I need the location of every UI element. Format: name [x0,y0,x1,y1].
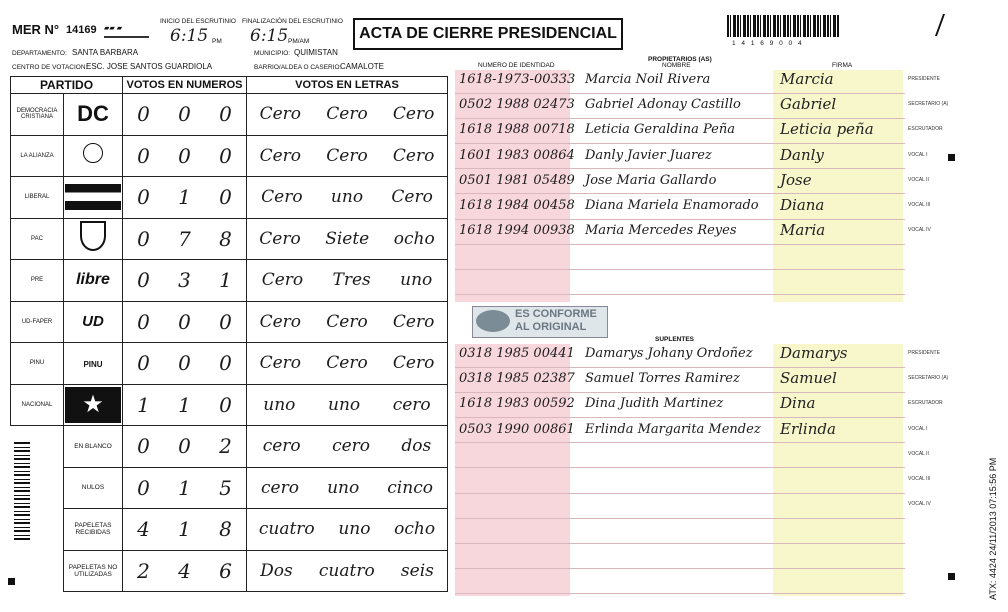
member-name: Erlinda Margarita Mendez [585,421,761,437]
votes-words-cell [247,509,448,551]
member-row [455,146,905,170]
party-logo [64,177,123,219]
member-row [455,420,905,444]
word: dos [401,436,432,457]
party-name: UD-FAPER [11,301,64,343]
member-signature: Diana [780,196,825,214]
word: uno [263,394,296,415]
member-row [455,221,905,245]
word: Cero [259,228,301,249]
word: Cero [259,353,302,374]
votes-words-cell [247,550,448,592]
digit: 0 [137,475,150,500]
digit: 0 [137,102,150,127]
member-row [455,470,905,494]
digit: 0 [137,185,150,210]
word: Cero [391,187,433,208]
table-row [11,94,448,136]
digit: 1 [178,475,191,500]
form-title: ACTA DE CIERRE PRESIDENCIAL [353,18,623,50]
member-signature: Jose [780,170,812,189]
table-row [11,550,448,592]
member-id: 1618 1988 00718 [459,122,575,138]
role-label: VOCAL II [908,176,929,183]
digit: 0 [219,309,232,334]
votes-number-cell [123,177,247,219]
corner-dot [8,578,15,585]
votes-words-cell [247,426,448,468]
word: Cero [261,270,304,291]
mer-number: 14169 [66,24,97,36]
votes-number-cell [123,343,247,385]
digit: 4 [137,517,150,542]
word: Tres [332,270,371,291]
word: uno [328,394,361,415]
party-logo [64,343,123,385]
word: cero [261,477,299,498]
word: Cero [392,353,435,374]
centro-value: ESC. JOSE SANTOS GUARDIOLA [86,62,213,71]
member-row [455,571,905,595]
party-logo-text: libre [76,271,110,289]
table-row [11,467,448,509]
barcode [727,15,839,37]
party-name: LA ALIANZA [11,135,64,177]
party-logo-text: PINU [83,360,103,370]
corner-dot [948,573,955,580]
party-logo [64,260,123,302]
digit: 2 [137,558,150,583]
municipio-value: QUIMISTAN [294,48,338,57]
votes-number-cell [123,301,247,343]
barcode-digits: 1 4 1 6 9 0 0 4 [732,40,804,47]
header-partido: PARTIDO [11,77,123,94]
member-name: Jose Maria Gallardo [585,172,717,188]
member-row [455,120,905,144]
role-label: ESCRUTADOR [908,126,943,133]
word: Cero [392,145,435,166]
member-row [455,445,905,469]
member-id: 1618-1973-00333 [459,72,576,87]
member-id: 1601 1983 00864 [459,147,575,163]
municipio-label: MUNICIPIO: [254,50,291,57]
member-name: Leticia Geraldina Peña [585,122,735,138]
word: Cero [326,104,368,125]
word: ocho [393,228,435,249]
member-id: 0318 1985 00441 [459,346,575,361]
total-label: EN BLANCO [64,426,123,468]
stamp-seal-icon [476,310,510,332]
word: uno [327,477,360,498]
digit: 0 [219,143,232,168]
party-name: DEMOCRACIA CRISTIANA [11,94,64,136]
member-id: 0502 1988 02473 [459,97,575,113]
word: Dos [260,560,293,581]
word: cinco [387,477,433,498]
total-label: PAPELETAS NO UTILIZADAS [64,550,123,592]
member-row [455,70,905,94]
member-row [455,344,905,368]
digit: 4 [178,558,191,583]
member-row [455,246,905,270]
word: Cero [261,187,303,208]
votes-words-cell [247,301,448,343]
departamento-label: DEPARTAMENTO: [12,50,67,57]
mer-label: MER N° [12,22,60,37]
word: seis [400,560,434,581]
word: Cero [326,311,368,332]
word: cero [262,436,301,457]
member-name: Marcia Noil Rivera [585,72,711,87]
member-id: 0501 1981 05489 [459,172,575,188]
party-name: NACIONAL [11,384,64,426]
member-signature: Dina [780,394,816,413]
table-row [11,343,448,385]
word: Siete [325,228,370,249]
votes-number-cell [123,509,247,551]
stamp-line1: ES CONFORME [515,308,597,320]
digit: 2 [219,434,232,459]
votes-words-cell [247,384,448,426]
digit: 6 [219,558,232,583]
word: cuatro [318,560,375,581]
member-name: Danly Javier Juarez [585,147,712,163]
table-row [11,218,448,260]
col-id-label: NUMERO DE IDENTIDAD [478,62,555,69]
table-row [11,384,448,426]
votes-words-cell [247,467,448,509]
member-signature: Gabriel [780,95,837,114]
member-name: Dina Judith Martinez [585,396,724,412]
member-id: 1618 1994 00938 [459,223,575,239]
member-id: 0503 1990 00861 [459,421,575,437]
party-name: PRE [11,260,64,302]
votes-words-cell [247,94,448,136]
digit: 0 [178,434,191,459]
table-row [11,135,448,177]
digit: 0 [178,351,191,376]
member-name: Diana Mariela Enamorado [585,198,759,213]
digit: 0 [137,226,150,251]
member-id: 0318 1985 02387 [459,371,575,387]
corner-dot [948,154,955,161]
word: Cero [259,104,302,125]
digit: 0 [137,434,150,459]
digit: 0 [137,143,150,168]
member-signature: Samuel [780,369,837,388]
member-row [455,171,905,195]
digit: 0 [178,143,191,168]
word: ocho [394,519,436,540]
digit: 0 [178,309,191,334]
votes-number-cell [123,94,247,136]
member-row [455,394,905,418]
member-name: Maria Mercedes Reyes [585,223,737,239]
digit: 0 [178,102,191,127]
party-logo [64,301,123,343]
digit: 0 [219,102,232,127]
member-signature: Leticia peña [780,120,874,139]
member-id: 1618 1983 00592 [459,396,575,412]
empty-cell [11,550,64,592]
conforme-stamp [472,306,608,338]
nacional-star-icon: ★ [65,387,121,423]
party-logo [64,94,123,136]
digit: 8 [219,517,232,542]
votes-number-cell [123,260,247,302]
role-label: VOCAL IV [908,501,931,508]
member-id: 1618 1984 00458 [459,198,575,213]
header-votos-letras: VOTOS EN LETRAS [247,77,448,94]
digit: 0 [219,185,232,210]
word: Cero [392,104,435,125]
role-label: VOCAL II [908,450,929,457]
digit: 0 [219,351,232,376]
digit: 7 [178,226,191,251]
party-logo [64,135,123,177]
votes-number-cell [123,426,247,468]
word: Cero [392,311,435,332]
member-name: Gabriel Adonay Castillo [585,97,741,113]
member-row [455,495,905,519]
col-nombre-label: NOMBRE [662,62,691,69]
side-barcode [14,440,30,540]
fin-time: 6:15 [250,26,289,46]
party-name: PAC [11,218,64,260]
member-signature: Marcia [780,70,834,88]
votes-table [10,76,448,592]
table-row [11,301,448,343]
digit: 0 [219,392,232,417]
member-signature: Damarys [780,344,848,362]
votes-words-cell [247,343,448,385]
votes-words-cell [247,218,448,260]
role-label: SECRETARIO (A) [908,101,949,108]
inicio-suffix: PM [212,38,222,45]
table-row [11,177,448,219]
member-row [455,520,905,544]
member-row [455,369,905,393]
alianza-emblem-icon [83,143,103,163]
word: uno [330,187,364,208]
word: cuatro [258,519,315,540]
barrio-label: BARRIO/ALDEA O CASERIO: [254,64,342,71]
word: Cero [259,145,302,166]
role-label: VOCAL IV [908,227,931,234]
member-signature: Maria [780,221,826,240]
table-row [11,426,448,468]
votes-number-cell [123,384,247,426]
digit: 1 [219,268,232,293]
word: Cero [326,145,368,166]
role-label: VOCAL III [908,476,931,482]
role-label: VOCAL I [908,425,928,432]
digit: 1 [178,392,191,417]
barrio-value: CAMALOTE [340,62,385,71]
member-name: Samuel Torres Ramirez [585,371,740,387]
fax-footer: ATX: 4424 24/11/2013 07:15:56 PM [988,457,998,600]
fin-label: FINALIZACIÓN DEL ESCRUTINIO [242,18,343,25]
inicio-label: INICIO DEL ESCRUTINIO [160,18,236,25]
digit: 1 [137,392,150,417]
party-logo [64,384,123,426]
departamento-value: SANTA BARBARA [72,48,139,57]
role-label: PRESIDENTE [908,76,940,82]
member-name: Damarys Johany Ordoñez [585,346,753,361]
word: cero [392,394,431,415]
total-label: NULOS [64,467,123,509]
digit: 8 [219,226,232,251]
word: uno [338,519,371,540]
votes-number-cell [123,218,247,260]
member-row [455,272,905,296]
fin-suffix: PM/AM [288,38,310,45]
member-signature: Danly [780,145,824,164]
inicio-time: 6:15 [170,26,209,46]
party-name: PINU [11,343,64,385]
role-label: VOCAL III [908,202,931,208]
digit: 0 [137,351,150,376]
liberal-flag-icon [65,184,121,210]
digit: 5 [219,475,232,500]
role-label: PRESIDENTE [908,350,940,356]
word: cero [332,436,371,457]
tse-logo: ▰▰ ▰ [104,24,149,38]
votes-words-cell [247,260,448,302]
col-firma-label: FIRMA [832,62,853,69]
digit: 0 [137,268,150,293]
votes-number-cell [123,550,247,592]
votes-words-cell [247,135,448,177]
propietarios-heading: PROPIETARIOS (AS) [648,56,712,63]
party-logo [64,218,123,260]
party-logo-text: DC [77,101,109,127]
role-label: SECRETARIO (A) [908,375,949,382]
stamp-line2: AL ORIGINAL [515,321,587,333]
digit: 1 [178,185,191,210]
word: Cero [326,353,368,374]
party-name: LIBERAL [11,177,64,219]
table-row [11,509,448,551]
corner-mark [921,14,945,36]
member-row [455,546,905,570]
digit: 3 [178,268,191,293]
digit: 1 [178,517,191,542]
member-row [455,95,905,119]
votes-number-cell [123,467,247,509]
word: Cero [259,311,302,332]
total-label: PAPELETAS RECIBIDAS [64,509,123,551]
digit: 0 [137,309,150,334]
member-row [455,196,905,220]
role-label: VOCAL I [908,151,928,158]
word: uno [400,270,433,291]
votes-words-cell [247,177,448,219]
role-label: ESCRUTADOR [908,400,943,407]
table-row [11,260,448,302]
centro-label: CENTRO DE VOTACION: [12,64,88,71]
member-signature: Erlinda [780,419,836,438]
votes-number-cell [123,135,247,177]
suplentes-heading: SUPLENTES [655,336,695,343]
header-votos-numeros: VOTOS EN NUMEROS [123,77,247,94]
party-logo-text: UD [82,312,104,330]
pac-shield-icon [80,221,106,251]
